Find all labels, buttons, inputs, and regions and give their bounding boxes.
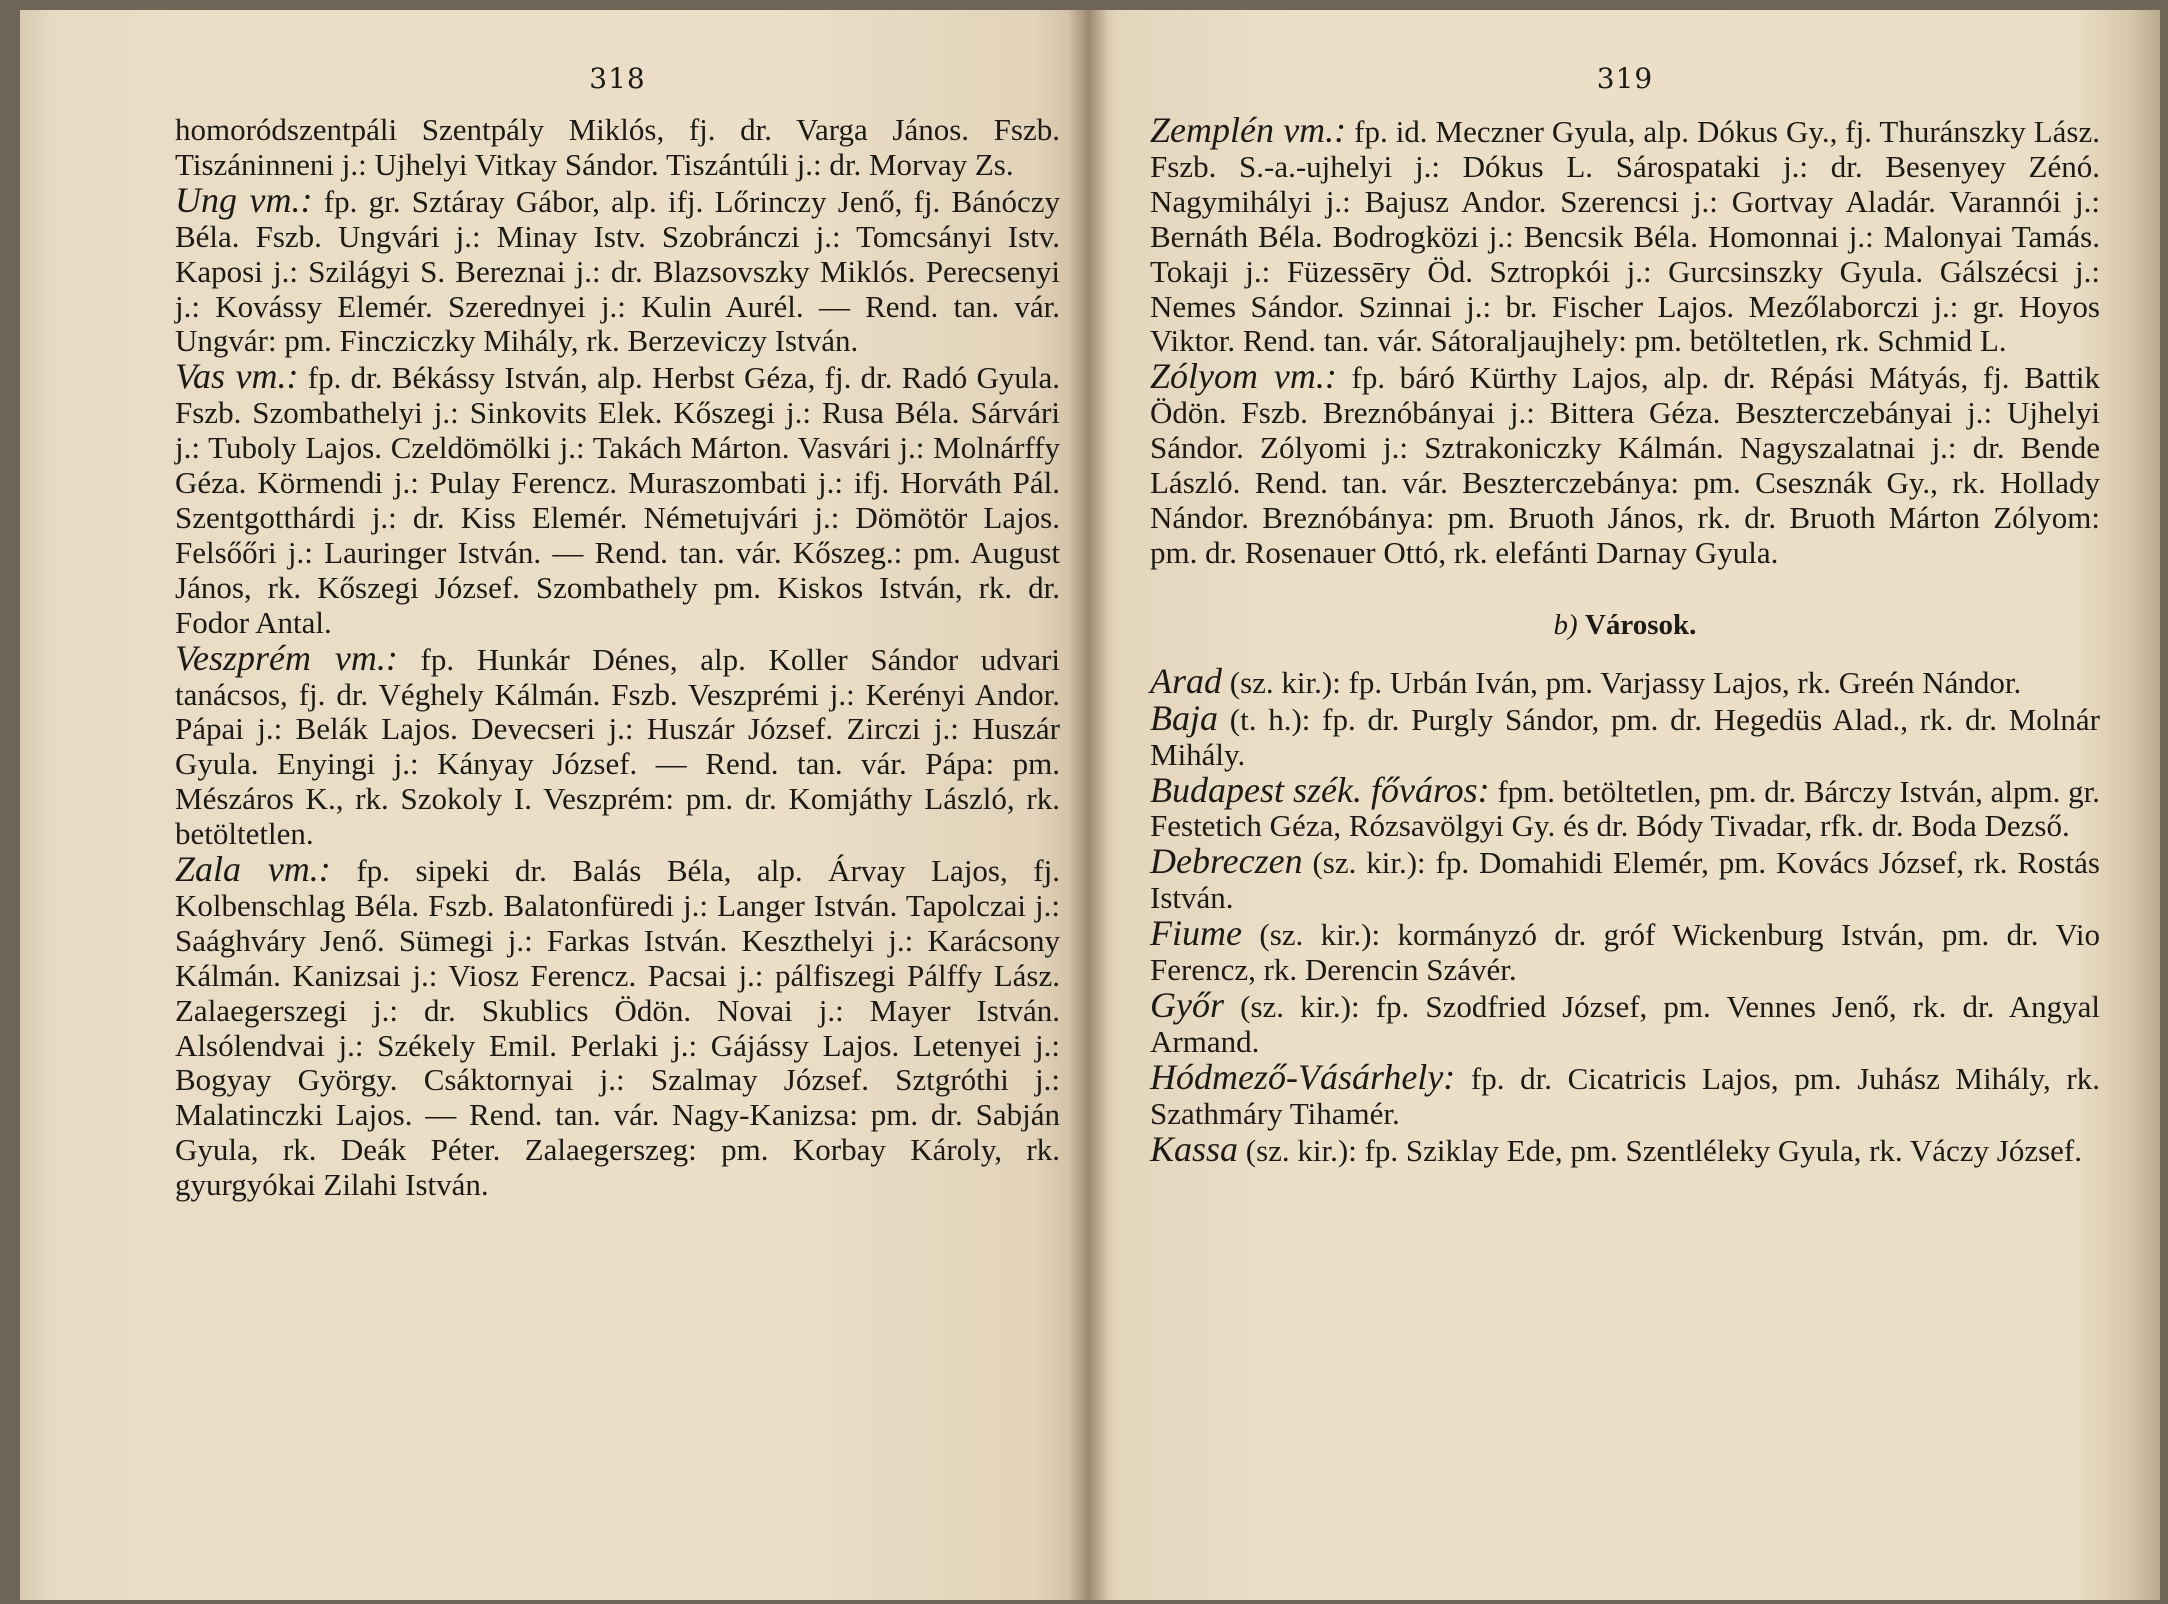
- county-text: fp. Hunkár Dénes, alp. Koller Sándor udvari tanácsos, fj. dr. Véghely Kálmán. Fszb. Veszprémi j.: Kerényi Andor. Pápai j.: Belák Lajos. Devecseri j.: Huszár József. Zirczi j.: Huszár Gyula. Enyingi j.: Kányay József. — Rend. tan. vár. Pápa: pm. Mészáros K., rk. Szokoly I. Veszprém: pm. dr. Komjáthy László, rk. betöltetlen.: [175, 641, 1060, 852]
- county-text: fp. gr. Sztáray Gábor, alp. ifj. Lőrinczy Jenő, fj. Bánóczy Béla. Fszb. Ungvári j.: Minay Istv. Szobránczi j.: Tomcsányi Istv. Kaposi j.: Szilágyi S. Bereznai j.: dr. Blazsovszky Miklós. Perecsenyi j.: Kovássy Elemér. Szerednyei j.: Kulin Aurél. — Rend. tan. vár. Ungvár: pm. Fincziczky Mihály, rk. Berzeviczy István.: [175, 183, 1060, 359]
- book-gutter: [1068, 10, 1108, 1600]
- county-name: Zala vm.:: [175, 849, 331, 890]
- city-name: Baja: [1150, 697, 1218, 738]
- city-name: Fiume: [1150, 913, 1242, 954]
- city-text: (sz. kir.): fp. Sziklay Ede, pm. Szentléleky Gyula, rk. Váczy József.: [1238, 1132, 2082, 1168]
- county-entry-zolyom: [1150, 356, 2100, 570]
- city-entry-gyor: [1150, 984, 2100, 1060]
- section-title: Városok.: [1584, 608, 1697, 641]
- page-number: 319: [1596, 62, 1654, 95]
- right-page: [1088, 10, 2160, 1600]
- county-name: Zemplén vm.:: [1150, 110, 1347, 150]
- city-entry-baja: [1150, 697, 2100, 773]
- city-name: Debreczen: [1150, 841, 1303, 882]
- county-text: fp. sipeki dr. Balás Béla, alp. Árvay Lajos, fj. Kolbenschlag Béla. Fszb. Balatonfüredi j.: Langer István. Tapolczai j.: Saághváry Jenő. Sümegi j.: Farkas István. Keszthelyi j.: Karácsony Kálmán. Kanizsai j.: Viosz Ferencz. Pacsai j.: pálfiszegi Pálffy Lász. Zalaegerszegi j.: dr. Skublics Ödön. Novai j.: Mayer István. Alsólendvai j.: Székely Emil. Perlaki j.: Gájássy Lajos. Letenyei j.: Bogyay György. Csáktornyai j.: Szalmay József. Sztgróthi j.: Malatinczki Lajos. — Rend. tan. vár. Nagy-Kanizsa: pm. dr. Sabján Gyula, rk. Deák Péter. Zalaegerszeg: pm. Korbay Károly, rk. gyurgyókai Zilahi István.: [175, 853, 1060, 1203]
- section-letter: b): [1553, 608, 1578, 641]
- city-name: Arad: [1150, 660, 1222, 701]
- city-entry-hodmezovasarhely: [1150, 1056, 2100, 1132]
- county-text: fp. id. Meczner Gyula, alp. Dókus Gy., fj. Thuránszky Lász. Fszb. S.-a.-ujhelyi j.: Dókus L. Sárospataki j.: dr. Besenyey Zénó. Nagymihályi j.: Bajusz Andor. Szerencsi j.: Gortvay Aladár. Varannói j.: Bernáth Béla. Bodrogközi j.: Bencsik Béla. Homonnai j.: Malonyai Tamás. Tokaji j.: Füzessēry Öd. Sztropkói j.: Gurcsinszky Gyula. Gálszécsi j.: Nemes Sándor. Szinnai j.: br. Fischer Lajos. Mezőlaborczi j.: gr. Hoyos Viktor. Rend. tan. vár. Sátoraljaujhely: pm. betöltetlen, rk. Schmid L.: [1150, 114, 2100, 359]
- book-spread: [20, 10, 2160, 1600]
- county-name: Vas vm.:: [175, 356, 299, 397]
- city-text: (sz. kir.): kormányzó dr. gróf Wickenburg István, pm. dr. Vio Ferencz, rk. Derencin Szávér.: [1150, 917, 2100, 988]
- city-name: Kassa: [1150, 1128, 1239, 1169]
- left-page: [20, 10, 1088, 1600]
- county-entry-vas: [175, 356, 1060, 640]
- city-text: (sz. kir.): fp. Szodfried József, pm. Vennes Jenő, rk. dr. Angyal Armand.: [1150, 988, 2100, 1059]
- county-text: fp. báró Kürthy Lajos, alp. dr. Répási Mátyás, fj. Battik Ödön. Fszb. Breznóbányai j.: Bittera Géza. Beszterczebányai j.: Ujhelyi Sándor. Zólyomi j.: Sztrakoniczky Kálmán. Nagyszalatnai j.: dr. Bende László. Rend. tan. vár. Beszterczebánya: pm. Csesznák Gy., rk. Hollady Nándor. Breznóbánya: pm. Bruoth János, rk. dr. Bruoth Márton Zólyom: pm. dr. Rosenauer Ottó, rk. elefánti Darnay Gyula.: [1150, 360, 2100, 570]
- city-text: (sz. kir.): fp. Urbán Iván, pm. Varjassy Lajos, rk. Greén Nándor.: [1222, 664, 2022, 700]
- city-name: Budapest szék. főváros:: [1150, 769, 1490, 810]
- city-entry-fiume: [1150, 913, 2100, 988]
- city-name: Győr: [1150, 984, 1224, 1025]
- county-entry-ung: [175, 179, 1060, 360]
- city-entry-kassa: [1150, 1128, 2100, 1169]
- county-text: fp. dr. Békássy István, alp. Herbst Géza, fj. dr. Radó Gyula. Fszb. Szombathelyi j.: Sinkovits Elek. Kőszegi j.: Rusa Béla. Sárvári j.: Tuboly Lajos. Czeldömölki j.: Takách Márton. Vasvári j.: Molnárffy Géza. Körmendi j.: Pulay Ferencz. Muraszombati j.: ifj. Horváth Pál. Szentgotthárdi j.: dr. Kiss Elemér. Németujvári j.: Dömötör Lajos. Felsőőri j.: Lauringer István. — Rend. tan. vár. Kőszeg.: pm. August János, rk. Kőszegi József. Szombathely pm. Kiskos István, rk. dr. Fodor Antal.: [175, 360, 1060, 640]
- county-entry-veszprem: [175, 637, 1060, 852]
- page-number: 318: [589, 62, 646, 95]
- city-entry-arad: [1150, 660, 2100, 701]
- county-name: Veszprém vm.:: [175, 637, 398, 678]
- city-text: (t. h.): fp. dr. Purgly Sándor, pm. dr. Hegedüs Alad., rk. dr. Molnár Mihály.: [1150, 701, 2100, 772]
- city-text: fpm. betöltetlen, pm. dr. Bárczy István, alpm. gr. Festetich Géza, Rózsavölgyi Gy. és dr. Bódy Tivadar, rfk. dr. Boda Dezső.: [1150, 773, 2100, 844]
- county-entry-zemplen: [1150, 110, 2100, 359]
- city-name: Hódmező-Vásárhely:: [1150, 1056, 1456, 1097]
- county-name: Ung vm.:: [175, 179, 313, 220]
- intro-paragraph: homoródszentpáli Szentpály Miklós, fj. dr. Varga János. Fszb. Tiszáninneni j.: Ujhelyi Vitkay Sándor. Tiszántúli j.: dr. Morvay Zs.: [175, 112, 1060, 182]
- city-text: (sz. kir.): fp. Domahidi Elemér, pm. Kovács József, rk. Rostás István.: [1150, 845, 2100, 916]
- county-entry-zala: [175, 849, 1060, 1203]
- city-text: fp. dr. Cicatricis Lajos, pm. Juhász Mihály, rk. Szathmáry Tihamér.: [1150, 1060, 2100, 1131]
- county-name: Zólyom vm.:: [1150, 356, 1337, 397]
- city-entry-budapest: [1150, 769, 2100, 845]
- city-entry-debreczen: [1150, 841, 2100, 916]
- section-heading: [1150, 609, 2100, 642]
